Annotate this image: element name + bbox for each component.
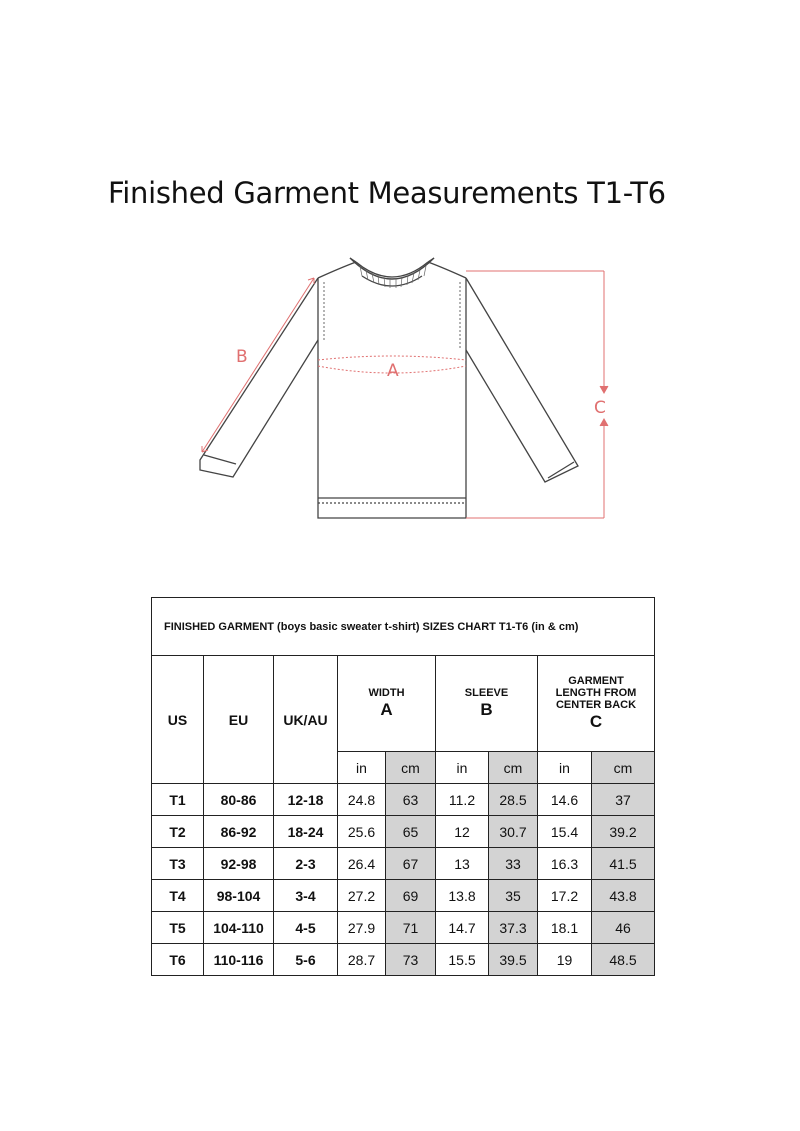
cell-b-in: 12 — [436, 816, 489, 848]
cell-a-in: 27.9 — [338, 912, 386, 944]
measure-b — [202, 278, 314, 452]
cell-us: T2 — [152, 816, 204, 848]
unit-header-0: in — [338, 752, 386, 784]
cell-c-in: 17.2 — [538, 880, 592, 912]
cell-b-cm: 39.5 — [489, 944, 538, 976]
cell-b-in: 13.8 — [436, 880, 489, 912]
measure-c — [466, 271, 608, 518]
cell-c-cm: 43.8 — [592, 880, 655, 912]
cell-c-cm: 39.2 — [592, 816, 655, 848]
unit-header-4: in — [538, 752, 592, 784]
header-sleeve-label: SLEEVE — [464, 687, 509, 699]
table-caption: FINISHED GARMENT (boys basic sweater t-shirt) SIZES CHART T1-T6 (in & cm) — [152, 598, 655, 656]
table-row — [152, 784, 655, 816]
cell-a-cm: 71 — [386, 912, 436, 944]
cell-b-in: 14.7 — [436, 912, 489, 944]
cell-eu: 110-116 — [204, 944, 274, 976]
label-c: C — [594, 398, 606, 418]
cell-a-in: 25.6 — [338, 816, 386, 848]
cell-a-cm: 69 — [386, 880, 436, 912]
cell-b-cm: 35 — [489, 880, 538, 912]
cell-b-cm: 30.7 — [489, 816, 538, 848]
cell-a-in: 24.8 — [338, 784, 386, 816]
cell-ukau: 3-4 — [274, 880, 338, 912]
cell-a-cm: 63 — [386, 784, 436, 816]
label-a: A — [387, 361, 399, 381]
cell-us: T3 — [152, 848, 204, 880]
cell-a-cm: 73 — [386, 944, 436, 976]
cell-a-in: 26.4 — [338, 848, 386, 880]
header-ukau: UK/AU — [274, 656, 338, 784]
cell-eu: 92-98 — [204, 848, 274, 880]
unit-header-3: cm — [489, 752, 538, 784]
cell-b-in: 15.5 — [436, 944, 489, 976]
cell-c-in: 14.6 — [538, 784, 592, 816]
cell-a-in: 27.2 — [338, 880, 386, 912]
cell-c-in: 16.3 — [538, 848, 592, 880]
cell-c-in: 18.1 — [538, 912, 592, 944]
cell-c-cm: 41.5 — [592, 848, 655, 880]
header-length-letter: C — [589, 712, 603, 731]
header-length — [538, 656, 655, 752]
header-width — [338, 656, 436, 752]
unit-header-2: in — [436, 752, 489, 784]
cell-ukau: 4-5 — [274, 912, 338, 944]
cell-eu: 80-86 — [204, 784, 274, 816]
page-title: Finished Garment Measurements T1-T6 — [108, 176, 666, 210]
cell-ukau: 5-6 — [274, 944, 338, 976]
cell-a-in: 28.7 — [338, 944, 386, 976]
sweater-outline — [200, 258, 578, 518]
header-width-letter: A — [380, 700, 393, 719]
table-body — [152, 784, 655, 976]
label-b: B — [236, 347, 248, 367]
cell-eu: 104-110 — [204, 912, 274, 944]
cell-c-cm: 46 — [592, 912, 655, 944]
table-row — [152, 848, 655, 880]
unit-header-5: cm — [592, 752, 655, 784]
cell-c-in: 15.4 — [538, 816, 592, 848]
cell-ukau: 18-24 — [274, 816, 338, 848]
cell-b-cm: 33 — [489, 848, 538, 880]
table-row — [152, 816, 655, 848]
cell-c-cm: 37 — [592, 784, 655, 816]
cell-b-in: 13 — [436, 848, 489, 880]
table-row — [152, 944, 655, 976]
cell-b-cm: 28.5 — [489, 784, 538, 816]
cell-a-cm: 65 — [386, 816, 436, 848]
header-width-label: WIDTH — [368, 687, 405, 699]
cell-ukau: 2-3 — [274, 848, 338, 880]
cell-eu: 86-92 — [204, 816, 274, 848]
cell-eu: 98-104 — [204, 880, 274, 912]
header-sleeve — [436, 656, 538, 752]
cell-us: T1 — [152, 784, 204, 816]
sweater-diagram — [190, 240, 630, 540]
cell-c-cm: 48.5 — [592, 944, 655, 976]
size-chart-table — [151, 597, 655, 976]
cell-a-cm: 67 — [386, 848, 436, 880]
header-eu: EU — [204, 656, 274, 784]
cell-b-cm: 37.3 — [489, 912, 538, 944]
cell-us: T5 — [152, 912, 204, 944]
cell-us: T4 — [152, 880, 204, 912]
table-row — [152, 880, 655, 912]
cell-ukau: 12-18 — [274, 784, 338, 816]
cell-b-in: 11.2 — [436, 784, 489, 816]
header-sleeve-letter: B — [480, 700, 493, 719]
unit-header-1: cm — [386, 752, 436, 784]
header-us: US — [152, 656, 204, 784]
header-length-label: GARMENT LENGTH FROM CENTER BACK — [555, 675, 637, 711]
cell-c-in: 19 — [538, 944, 592, 976]
cell-us: T6 — [152, 944, 204, 976]
table-row — [152, 912, 655, 944]
